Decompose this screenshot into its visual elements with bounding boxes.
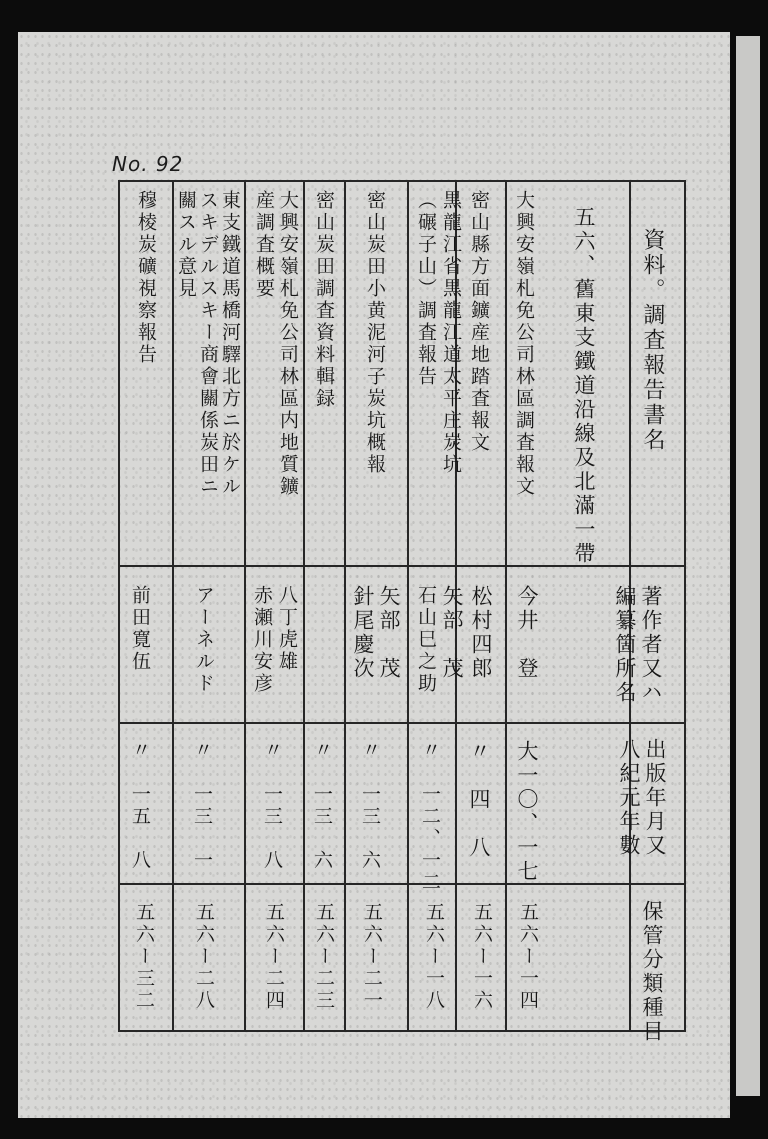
row-4-author-line2: 針尾慶次: [351, 585, 375, 681]
row-6-author-line2: 赤瀬川安彦: [251, 585, 273, 695]
row-6-code: 五六ー二四: [263, 902, 285, 1012]
row-4-code: 五六ー二一: [361, 902, 383, 1012]
row-3-author-line1: 矢部 茂: [440, 585, 464, 681]
section-heading: 五六、舊東支鐵道沿線及北滿一帶: [572, 206, 596, 566]
row-2-author: 松村四郎: [469, 585, 493, 681]
row-6-author-line1: 八丁虎雄: [276, 585, 298, 673]
row-2-date: 〃 四 八: [467, 740, 491, 860]
column-rule: [303, 180, 305, 1032]
row-4-title: 密山炭田小黄泥河子炭坑概報: [364, 190, 386, 476]
row-2-title: 密山縣方面鑛産地踏査報文: [468, 190, 490, 454]
row-1-code: 五六ー一四: [517, 902, 539, 1012]
row-7-date: 〃 一三 一: [191, 740, 213, 872]
row-4-author-line1: 矢部 茂: [377, 585, 401, 681]
column-rule: [244, 180, 246, 1032]
row-3-code: 五六ー一八: [423, 902, 445, 1012]
row-8-code: 五六ー三二: [133, 902, 155, 1012]
header-title: 資料。調査報告書名: [640, 228, 665, 453]
row-divider-date-code: [118, 883, 684, 885]
row-1-date: 大一〇、一七: [515, 740, 539, 884]
row-5-code: 五六ー二三: [313, 902, 335, 1012]
row-3-date: 〃 一二、一二: [419, 740, 441, 894]
column-rule: [172, 180, 174, 1032]
column-rule: [344, 180, 346, 1032]
row-7-title-line2: スキデルスキー商會關係炭田ニ: [197, 190, 219, 498]
row-7-title-line3: 關スル意見: [175, 190, 197, 300]
row-8-title: 穆棱炭礦視察報告: [135, 190, 157, 366]
header-author-line1: 著作者又ハ: [639, 585, 663, 705]
page-number: No. 92: [112, 152, 184, 176]
column-rule: [407, 180, 409, 1032]
header-published-line2: 八紀元年數: [617, 738, 641, 858]
row-8-author: 前田寛伍: [129, 585, 151, 673]
header-author-line2: 編纂箇所名: [613, 585, 637, 705]
header-published-line1: 出版年月又: [643, 738, 667, 858]
row-1-title: 大興安嶺札免公司林區調査報文: [513, 190, 535, 498]
row-8-date: 〃 一五 八: [129, 740, 151, 872]
row-3-title-line2: （碾子山）調査報告: [415, 190, 437, 388]
row-7-code: 五六ー二八: [193, 902, 215, 1012]
row-1-author: 今井 登: [515, 585, 539, 681]
table-bottom-rule: [118, 1030, 684, 1032]
row-3-title-line1: 黒龍江省黒龍江道太平庄炭坑: [440, 190, 462, 476]
row-6-title-line1: 大興安嶺札免公司林區内地質鑛: [277, 190, 299, 498]
row-5-title: 密山炭田調査資料輯録: [313, 190, 335, 410]
row-divider-author-date: [118, 722, 684, 724]
row-4-date: 〃 一三 六: [359, 740, 381, 872]
row-3-author-line2: 石山巳之助: [415, 585, 437, 695]
column-rule: [505, 180, 507, 1032]
row-7-title-line1: 東支鐵道馬橋河驛北方ニ於ケル: [219, 190, 241, 498]
header-classification: 保管分類種目: [640, 900, 664, 1044]
row-6-title-line2: 産調査概要: [253, 190, 275, 300]
table-top-rule: [118, 180, 684, 182]
row-7-author: アーネルド: [193, 585, 215, 695]
row-6-date: 〃 一三 八: [261, 740, 283, 872]
table-left-rule: [118, 180, 120, 1032]
row-divider-title-author: [118, 565, 684, 567]
row-2-code: 五六ー一六: [471, 902, 493, 1012]
row-5-date: 〃 一三 六: [311, 740, 333, 872]
table-right-rule: [684, 180, 686, 1032]
